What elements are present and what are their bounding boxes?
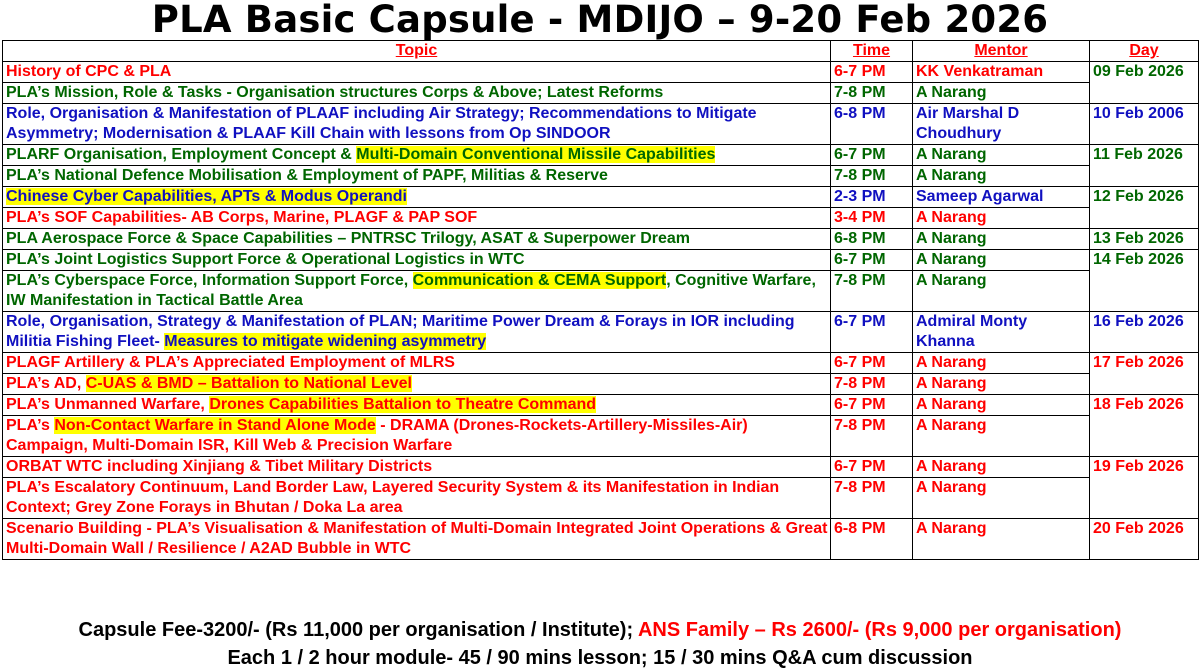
- highlighted-topic-text: Drones Capabilities Battalion to Theatre Command: [209, 396, 597, 413]
- table-row: [3, 416, 1199, 457]
- mentor-cell: A Narang: [913, 478, 1090, 519]
- mentor-cell: A Narang: [913, 208, 1090, 229]
- mentor-cell: A Narang: [913, 145, 1090, 166]
- table-row: [3, 519, 1199, 560]
- topic-text: PLA’s AD,: [6, 375, 86, 392]
- topic-cell: [3, 395, 831, 416]
- topic-cell: [3, 374, 831, 395]
- topic-cell: [3, 250, 831, 271]
- topic-cell: [3, 166, 831, 187]
- topic-cell: [3, 312, 831, 353]
- time-cell: 6-8 PM: [831, 519, 913, 560]
- mentor-cell: Air Marshal D Choudhury: [913, 104, 1090, 145]
- mentor-cell: A Narang: [913, 271, 1090, 312]
- day-cell: 17 Feb 2026: [1090, 353, 1199, 395]
- table-row: [3, 312, 1199, 353]
- topic-text: PLA’s Joint Logistics Support Force & Operational Logistics in WTC: [6, 251, 525, 268]
- time-cell: 6-8 PM: [831, 104, 913, 145]
- highlighted-topic-text: Communication & CEMA Support: [412, 272, 667, 289]
- topic-text: PLA’s National Defence Mobilisation & Employment of PAPF, Militias & Reserve: [6, 167, 608, 184]
- topic-cell: [3, 271, 831, 312]
- mentor-cell: A Narang: [913, 353, 1090, 374]
- day-cell: 12 Feb 2026: [1090, 187, 1199, 229]
- header-time: Time: [831, 41, 913, 62]
- capsule-fee-text: Capsule Fee-3200/- (Rs 11,000 per organisation / Institute);: [78, 619, 638, 641]
- time-cell: 7-8 PM: [831, 271, 913, 312]
- day-cell: 09 Feb 2026: [1090, 62, 1199, 104]
- topic-text: - DRAMA (Drones-Rockets-Artillery-Missiles-Air) Campaign, Multi-Domain ISR, Kill Web & Precision Warfare: [6, 417, 748, 454]
- mentor-cell: A Narang: [913, 229, 1090, 250]
- day-cell: 20 Feb 2026: [1090, 519, 1199, 560]
- mentor-cell: Admiral Monty Khanna: [913, 312, 1090, 353]
- highlighted-topic-text: Measures to mitigate widening asymmetry: [164, 333, 487, 350]
- topic-cell: [3, 208, 831, 229]
- topic-cell: [3, 83, 831, 104]
- table-row: [3, 62, 1199, 83]
- topic-text: PLA’s: [6, 417, 55, 434]
- topic-text: PLA’s Cyberspace Force, Information Support Force,: [6, 272, 413, 289]
- time-cell: 7-8 PM: [831, 83, 913, 104]
- topic-text: , Cognitive Warfare, IW Manifestation in Tactical Battle Area: [6, 272, 816, 309]
- day-cell: 10 Feb 2006: [1090, 104, 1199, 145]
- topic-text: Scenario Building - PLA’s Visualisation & Manifestation of Multi-Domain Integrated Joint Operations & Great Multi-Domain Wall / Resilience / A2AD Bubble in WTC: [6, 520, 828, 557]
- module-info-line: Each 1 / 2 hour module- 45 / 90 mins lesson; 15 / 30 mins Q&A cum discussion: [227, 647, 973, 669]
- time-cell: 7-8 PM: [831, 478, 913, 519]
- time-cell: 6-7 PM: [831, 353, 913, 374]
- mentor-cell: A Narang: [913, 519, 1090, 560]
- time-cell: 6-7 PM: [831, 250, 913, 271]
- fee-line: [0, 617, 1200, 643]
- table-row: [3, 187, 1199, 208]
- table-row: [3, 271, 1199, 312]
- topic-text: PLA Aerospace Force & Space Capabilities – PNTRSC Trilogy, ASAT & Superpower Dream: [6, 230, 691, 247]
- topic-text: PLA’s Unmanned Warfare,: [6, 396, 210, 413]
- topic-cell: [3, 353, 831, 374]
- topic-text: PLA’s SOF Capabilities- AB Corps, Marine, PLAGF & PAP SOF: [6, 209, 478, 226]
- time-cell: 7-8 PM: [831, 416, 913, 457]
- time-cell: 6-7 PM: [831, 457, 913, 478]
- topic-text: History of CPC & PLA: [6, 63, 172, 80]
- time-cell: 6-7 PM: [831, 312, 913, 353]
- time-cell: 7-8 PM: [831, 374, 913, 395]
- mentor-cell: A Narang: [913, 83, 1090, 104]
- ans-family-fee-text: ANS Family – Rs 2600/- (Rs 9,000 per organisation): [637, 619, 1122, 641]
- topic-cell: [3, 145, 831, 166]
- time-cell: 6-7 PM: [831, 145, 913, 166]
- topic-cell: [3, 519, 831, 560]
- header-day: Day: [1090, 41, 1199, 62]
- mentor-cell: A Narang: [913, 416, 1090, 457]
- highlighted-topic-text: Non-Contact Warfare in Stand Alone Mode: [54, 417, 376, 434]
- topic-cell: [3, 229, 831, 250]
- day-cell: 16 Feb 2026: [1090, 312, 1199, 353]
- topic-text: PLARF Organisation, Employment Concept &: [6, 146, 357, 163]
- topic-cell: [3, 187, 831, 208]
- topic-text: Role, Organisation, Strategy & Manifestation of PLAN; Maritime Power Dream & Forays in IOR including Militia Fishing Fleet-: [6, 313, 795, 350]
- table-row: [3, 250, 1199, 271]
- topic-text: PLA’s Escalatory Continuum, Land Border Law, Layered Security System & its Manifestation in Indian Context; Grey Zone Forays in Bhutan / Doka La area: [6, 479, 780, 516]
- table-row: [3, 83, 1199, 104]
- mentor-cell: A Narang: [913, 457, 1090, 478]
- day-cell: 11 Feb 2026: [1090, 145, 1199, 187]
- mentor-cell: Sameep Agarwal: [913, 187, 1090, 208]
- header-row: [3, 41, 1199, 62]
- table-row: [3, 229, 1199, 250]
- table-row: [3, 478, 1199, 519]
- table-row: [3, 395, 1199, 416]
- topic-text: ORBAT WTC including Xinjiang & Tibet Military Districts: [6, 458, 433, 475]
- time-cell: 6-8 PM: [831, 229, 913, 250]
- day-cell: 18 Feb 2026: [1090, 395, 1199, 457]
- schedule-table: [2, 40, 1199, 560]
- mentor-cell: A Narang: [913, 395, 1090, 416]
- mentor-cell: KK Venkatraman: [913, 62, 1090, 83]
- time-cell: 7-8 PM: [831, 166, 913, 187]
- table-row: [3, 457, 1199, 478]
- topic-text: PLAGF Artillery & PLA’s Appreciated Employment of MLRS: [6, 354, 455, 371]
- topic-text: Role, Organisation & Manifestation of PLAAF including Air Strategy; Recommendations to Mitigate Asymmetry; Modernisation & PLAAF Kill Chain with lessons from Op SINDOOR: [6, 105, 757, 142]
- time-cell: 3-4 PM: [831, 208, 913, 229]
- highlighted-topic-text: C-UAS & BMD – Battalion to National Level: [85, 375, 412, 392]
- page-title: PLA Basic Capsule - MDIJO – 9-20 Feb 2026: [151, 0, 1049, 41]
- time-cell: 2-3 PM: [831, 187, 913, 208]
- time-cell: 6-7 PM: [831, 62, 913, 83]
- topic-cell: [3, 62, 831, 83]
- time-cell: 6-7 PM: [831, 395, 913, 416]
- header-mentor: Mentor: [913, 41, 1090, 62]
- schedule-body: [3, 62, 1199, 560]
- highlighted-topic-text: Chinese Cyber Capabilities, APTs & Modus Operandi: [6, 188, 407, 205]
- topic-text: PLA’s Mission, Role & Tasks - Organisation structures Corps & Above; Latest Reforms: [6, 84, 664, 101]
- table-row: [3, 145, 1199, 166]
- table-row: [3, 208, 1199, 229]
- table-row: [3, 104, 1199, 145]
- highlighted-topic-text: Multi-Domain Conventional Missile Capabilities: [356, 146, 716, 163]
- day-cell: 13 Feb 2026: [1090, 229, 1199, 250]
- topic-cell: [3, 478, 831, 519]
- table-row: [3, 374, 1199, 395]
- table-row: [3, 353, 1199, 374]
- mentor-cell: A Narang: [913, 166, 1090, 187]
- table-row: [3, 166, 1199, 187]
- topic-cell: [3, 416, 831, 457]
- mentor-cell: A Narang: [913, 250, 1090, 271]
- day-cell: 14 Feb 2026: [1090, 250, 1199, 312]
- day-cell: 19 Feb 2026: [1090, 457, 1199, 519]
- topic-cell: [3, 104, 831, 145]
- header-topic: Topic: [3, 41, 831, 62]
- mentor-cell: A Narang: [913, 374, 1090, 395]
- topic-cell: [3, 457, 831, 478]
